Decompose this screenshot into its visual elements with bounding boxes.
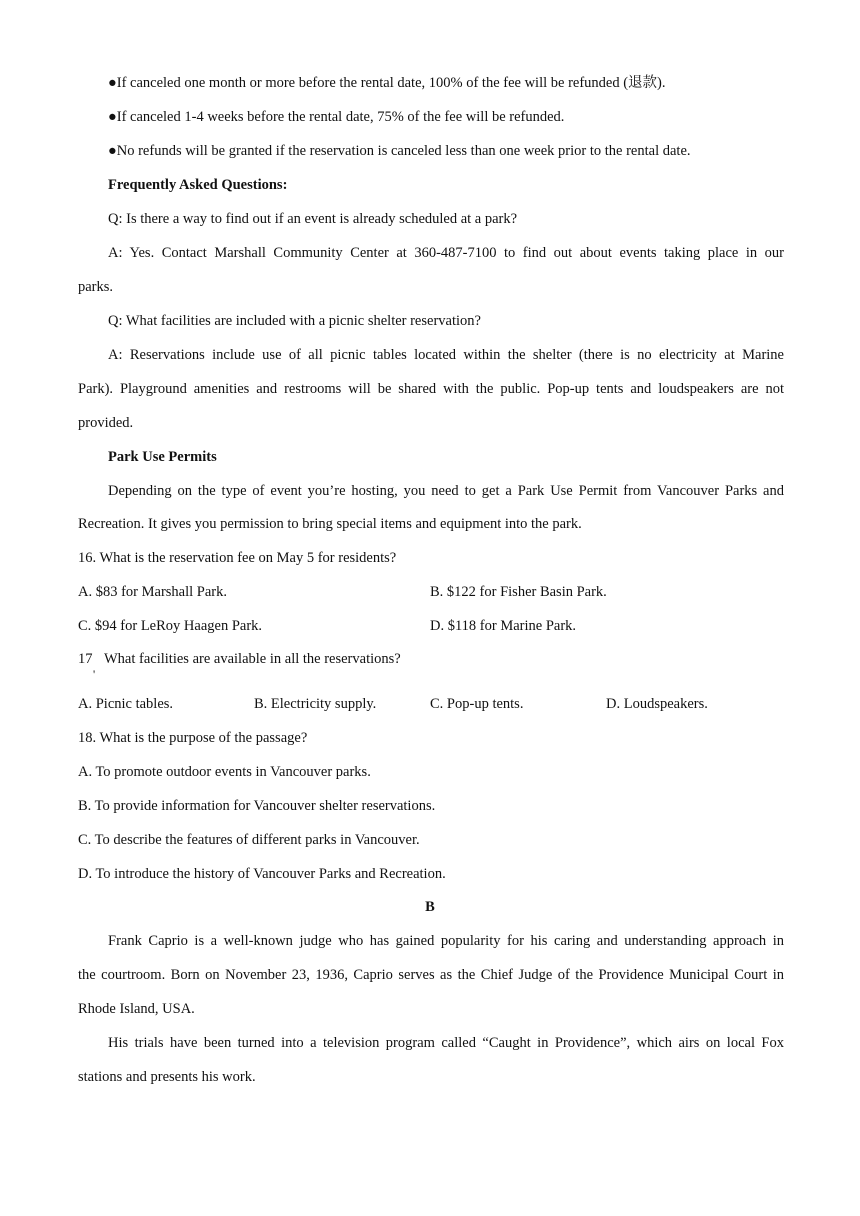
question-16-option-b: B. $122 for Fisher Basin Park. xyxy=(430,584,607,600)
section-b-label: B xyxy=(425,899,435,915)
faq-answer-2-line-3: provided. xyxy=(78,415,134,431)
question-18-option-d: D. To introduce the history of Vancouver Parks and Recreation. xyxy=(78,866,446,882)
question-16-option-d: D. $118 for Marine Park. xyxy=(430,618,577,634)
question-17-option-a: A. Picnic tables. xyxy=(78,696,174,712)
faq-question-2: Q: What facilities are included with a picnic shelter reservation? xyxy=(108,313,481,329)
refund-rule-1: ●If canceled one month or more before the rental date, 100% of the fee will be refunded (退款). xyxy=(108,75,666,91)
section-b-paragraph-1-line-2: the courtroom. Born on November 23, 1936, Caprio serves as the Chief Judge of the Providence Municipal Court in xyxy=(78,967,784,983)
question-17-option-c: C. Pop-up tents. xyxy=(430,696,524,712)
faq-question-1: Q: Is there a way to find out if an event is already scheduled at a park? xyxy=(108,211,518,227)
permits-text-line-2: Recreation. It gives you permission to bring special items and equipment into the park. xyxy=(78,516,582,532)
question-17-number: 17 xyxy=(78,651,93,667)
permits-heading: Park Use Permits xyxy=(108,449,217,465)
question-17-option-b: B. Electricity supply. xyxy=(254,696,377,712)
faq-answer-1-line-1: A: Yes. Contact Marshall Community Center at 360-487-7100 to find out about events taking place in our xyxy=(108,245,784,261)
question-17-stem: What facilities are available in all the reservations? xyxy=(104,651,401,667)
faq-heading: Frequently Asked Questions: xyxy=(108,177,288,193)
section-b-paragraph-2-line-1: His trials have been turned into a television program called “Caught in Providence”, which airs on local Fox xyxy=(108,1035,784,1051)
question-16-option-c: C. $94 for LeRoy Haagen Park. xyxy=(78,618,263,634)
faq-answer-2-line-1: A: Reservations include use of all picnic tables located within the shelter (there is no electricity at Marine xyxy=(108,347,784,363)
section-b-paragraph-1-line-1: Frank Caprio is a well-known judge who has gained popularity for his caring and understanding approach in xyxy=(108,933,784,949)
question-18-stem: 18. What is the purpose of the passage? xyxy=(78,730,308,746)
faq-answer-2-line-2: Park). Playground amenities and restrooms will be shared with the public. Pop-up tents and loudspeakers are not xyxy=(78,381,784,397)
section-b-paragraph-1-line-3: Rhode Island, USA. xyxy=(78,1001,195,1017)
question-17-stray-mark: ' xyxy=(93,667,96,681)
question-18-option-a: A. To promote outdoor events in Vancouver parks. xyxy=(78,764,371,780)
question-16-option-a: A. $83 for Marshall Park. xyxy=(78,584,228,600)
question-18-option-b: B. To provide information for Vancouver shelter reservations. xyxy=(78,798,436,814)
question-17-option-d: D. Loudspeakers. xyxy=(606,696,708,712)
question-16-stem: 16. What is the reservation fee on May 5 for residents? xyxy=(78,550,397,566)
faq-answer-1-line-2: parks. xyxy=(78,279,114,295)
permits-text-line-1: Depending on the type of event you’re hosting, you need to get a Park Use Permit from Vancouver Parks and xyxy=(108,483,784,499)
refund-rule-3: ●No refunds will be granted if the reservation is canceled less than one week prior to the rental date. xyxy=(108,143,691,159)
question-18-option-c: C. To describe the features of different parks in Vancouver. xyxy=(78,832,420,848)
refund-rule-2: ●If canceled 1-4 weeks before the rental date, 75% of the fee will be refunded. xyxy=(108,109,565,125)
section-b-paragraph-2-line-2: stations and presents his work. xyxy=(78,1069,256,1085)
